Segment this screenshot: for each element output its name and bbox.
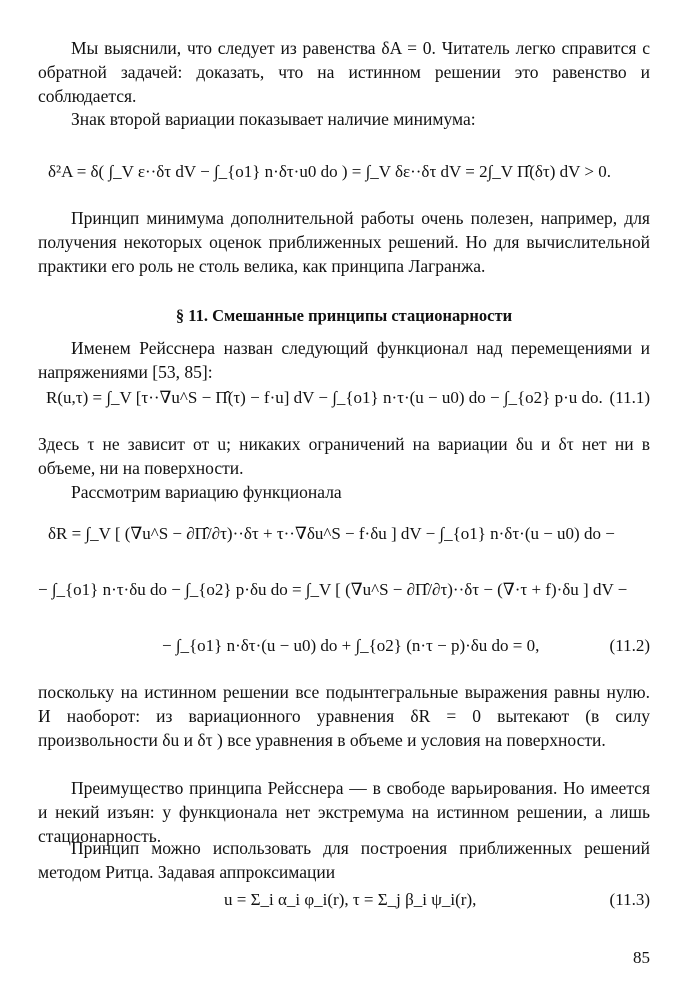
paragraph-delta-a-zero: Мы выяснили, что следует из равенства δA = 0. Читатель легко справится с обратной задачей: доказать, что на истинном решении это равенство и соблюдается. bbox=[38, 38, 650, 106]
section-heading: § 11. Смешанные принципы стационарности bbox=[175, 306, 513, 325]
paragraph-ritz-method: Принцип можно использовать для построения приближенных решений методом Ритца. Задавая аппроксимации bbox=[38, 838, 650, 882]
paragraph-second-variation-intro: Знак второй вариации показывает наличие минимума: bbox=[71, 109, 476, 129]
paragraph-advantage: Преимущество принципа Рейсснера — в свободе варьирования. Но имеется и некий изъян: у функционала нет экстремума на истинном решении, а лишь стационарность. bbox=[38, 778, 650, 846]
equation-11-2 bbox=[38, 518, 650, 678]
equation-11-3-number: (11.3) bbox=[609, 890, 650, 909]
equation-second-variation-text: δ²A = δ( ∫_V ε··δτ dV − ∫_{o1} n·δτ·u0 do ) = ∫_V δε··δτ dV = 2∫_V Π̂(δτ) dV > 0. bbox=[48, 162, 611, 181]
equation-11-2-line3: − ∫_{o1} n·δτ·(u − u0) do + ∫_{o2} (n·τ − p)·δu do = 0, bbox=[162, 636, 540, 655]
equation-11-1-number: (11.1) bbox=[609, 388, 650, 407]
equation-second-variation bbox=[38, 150, 650, 202]
equation-11-2-line2: − ∫_{o1} n·τ·δu do − ∫_{o2} p·δu do = ∫_V [ (∇u^S − ∂Π̂/∂τ)··δτ − (∇·τ + f)·δu ] dV − bbox=[38, 580, 628, 599]
page-number: 85 bbox=[633, 948, 650, 967]
equation-11-1 bbox=[38, 384, 650, 428]
equation-11-3-text: u = Σ_i α_i φ_i(r), τ = Σ_j β_i ψ_i(r), bbox=[224, 890, 477, 909]
paragraph-since-integrands: поскольку на истинном решении все подынтегральные выражения равны нулю. И наоборот: из вариационного уравнения δR = 0 вытекают (в силу произвольности δu и δτ ) все уравнения в объеме и условия на поверхности. bbox=[38, 682, 650, 750]
paragraph-reissner-intro: Именем Рейсснера назван следующий функционал над перемещениями и напряжениями [53, 85]: bbox=[38, 338, 650, 382]
paragraph-here-tau: Здесь τ не зависит от u; никаких ограничений на вариации δu и δτ нет ни в объеме, ни на поверхности. bbox=[38, 434, 650, 478]
equation-11-3 bbox=[38, 884, 650, 928]
equation-11-1-text: R(u,τ) = ∫_V [τ··∇u^S − Π̂(τ) − f·u] dV − ∫_{o1} n·τ·(u − u0) do − ∫_{o2} p·u do. bbox=[46, 388, 603, 407]
paragraph-minimum-principle: Принцип минимума дополнительной работы очень полезен, например, для получения некоторых оценок приближенных решений. Но для вычислительной практики его роль не столь велика, как принципа Лагранжа. bbox=[38, 208, 650, 276]
equation-11-2-number: (11.2) bbox=[609, 636, 650, 655]
paragraph-consider-variation: Рассмотрим вариацию функционала bbox=[71, 482, 342, 502]
equation-11-2-line1: δR = ∫_V [ (∇u^S − ∂Π̂/∂τ)··δτ + τ··∇δu^S − f·δu ] dV − ∫_{o1} n·δτ·(u − u0) do − bbox=[48, 524, 615, 543]
